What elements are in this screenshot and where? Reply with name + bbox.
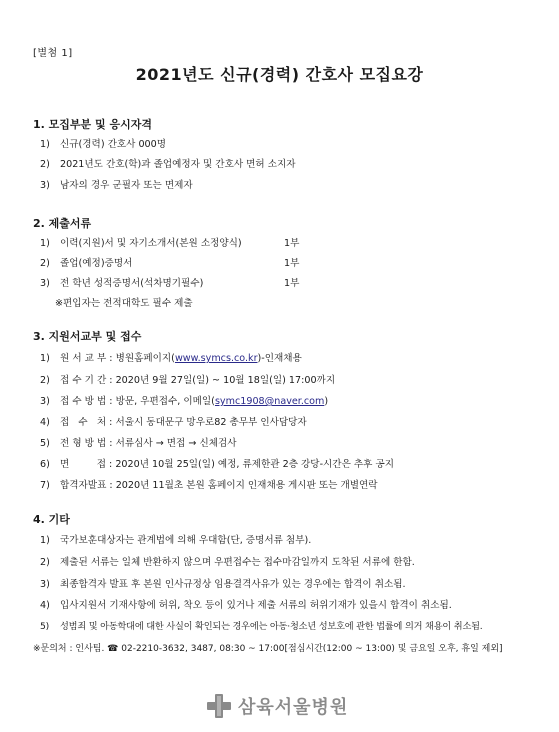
item-text: 제출된 서류는 일체 반환하지 않으며 우편접수는 접수마감일까지 도착된 서류에 한함. [60,557,415,568]
section-heading-application: 3. 지원서교부 및 접수 [33,330,142,343]
item-number: 1) [40,353,50,364]
item-label: 합격자발표 [60,480,107,491]
item-text: 성범죄 및 아동학대에 대한 사실이 확인되는 경우에는 아동·청소년 성보호에 관한 법률에 의거 채용이 취소됨. [60,621,483,632]
item-text: 2021년도 간호(학)과 졸업예정자 및 간호사 면허 소지자 [60,159,296,170]
item-text: 졸업(예정)증명서 [60,258,133,269]
item-text: 신규(경력) 간호사 000명 [60,139,167,150]
item-number: 2) [40,557,50,568]
item-number: 3) [40,579,50,590]
item-number: 3) [40,180,50,191]
item-number: 1) [40,535,50,546]
item-number: 6) [40,459,50,470]
item-number: 1) [40,139,50,150]
item-text-suffix: ) [324,396,329,407]
item-text: 국가보훈대상자는 관계법에 의해 우대함(단, 증명서류 첨부). [60,535,312,546]
item-text: 최종합격자 발표 후 본원 인사규정상 임용결격사유가 있는 경우에는 합격이 취소됨. [60,579,406,590]
list-item [40,618,483,632]
list-item: 1) 원 서 교 부 : 병원홈페이지(www.symcs.co.kr)-인재채용 [40,353,302,364]
list-item: 5) 전 형 방 법 : 서류심사 → 면접 → 신체검사 [40,438,237,449]
section-heading-eligibility: 1. 모집부분 및 응시자격 [33,118,152,131]
transfer-note: ※편입자는 전적대학도 필수 제출 [55,298,193,309]
item-number: 3) [40,396,50,407]
item-quantity: 1부 [284,278,300,289]
list-item: 3) 접 수 방 법 : 방문, 우편접수, 이메일(symc1908@naver.com) [40,396,329,407]
list-item [40,554,415,568]
item-label: 접 수 처 [60,417,107,428]
item-text-prefix: 방문, 우편접수, 이메일( [115,396,215,407]
item-text: 남자의 경우 군필자 또는 면제자 [60,180,193,191]
item-text: 전 학년 성적증명서(석차명기필수) [60,278,204,289]
list-item [40,235,300,249]
hospital-logo [206,692,348,720]
item-text: 이력(지원)서 및 자기소개서(본원 소정양식) [60,238,242,249]
item-label: 접 수 방 법 [60,396,107,407]
item-number: 5) [40,621,50,632]
list-item [40,597,452,611]
item-label: 원 서 교 부 [60,353,107,364]
item-text: 서울시 동대문구 망우로82 총무부 인사담당자 [115,417,307,428]
item-number: 2) [40,159,50,170]
item-number: 5) [40,438,50,449]
item-number: 3) [40,278,50,289]
item-number: 7) [40,480,50,491]
item-number: 1) [40,238,50,249]
list-item [40,156,296,170]
homepage-link[interactable]: www.symcs.co.kr [174,353,258,364]
list-item: 4) 접 수 처 : 서울시 동대문구 망우로82 총무부 인사담당자 [40,417,307,428]
email-link[interactable]: symc1908@naver.com [214,396,325,407]
section-heading-documents: 2. 제출서류 [33,217,92,230]
attachment-tag: [별첨 1] [33,48,73,59]
item-text-prefix: 병원홈페이지( [115,353,175,364]
cross-plus-icon [206,693,232,719]
item-number: 2) [40,375,50,386]
list-item [40,255,300,269]
list-item [40,275,300,289]
item-label: 접 수 기 간 [60,375,107,386]
list-item: 7) 합격자발표 : 2020년 11월초 본원 홈페이지 인재채용 게시판 또는 개별연락 [40,480,378,491]
item-quantity: 1부 [284,258,300,269]
contact-info: ※문의처 : 인사팀. ☎ 02-2210-3632, 3487, 08:30 ~ 17:00[점심시간(12:00 ~ 13:00) 및 금요일 오후, 휴일 제외] [33,644,503,654]
list-item: 6) 면 접 : 2020년 10월 25일(일) 예정, 류제한관 2층 강당-시간은 추후 공지 [40,459,395,470]
item-number: 4) [40,417,50,428]
hospital-name: 삼육서울병원 [238,697,349,718]
section-heading-etc: 4. 기타 [33,513,70,526]
item-text: 입사지원서 기재사항에 허위, 착오 등이 있거나 제출 서류의 허위기재가 있을시 합격이 취소됨. [60,600,452,611]
page-title: 2021년도 신규(경력) 간호사 모집요강 [135,65,424,84]
item-quantity: 1부 [284,238,300,249]
item-label: 면 접 [60,459,106,470]
item-text: 2020년 9월 27일(일) ~ 10월 18일(일) 17:00까지 [115,375,336,386]
item-text: 서류심사 → 면접 → 신체검사 [115,438,237,449]
item-number: 2) [40,258,50,269]
list-item [40,136,166,150]
list-item [40,177,193,191]
list-item [40,576,406,590]
item-text: 2020년 11월초 본원 홈페이지 인재채용 게시판 또는 개별연락 [115,480,378,491]
item-text-suffix: )-인재채용 [257,353,302,364]
list-item [40,532,311,546]
item-number: 4) [40,600,50,611]
item-label: 전 형 방 법 [60,438,107,449]
item-text: 2020년 10월 25일(일) 예정, 류제한관 2층 강당-시간은 추후 공지 [115,459,395,470]
list-item: 2) 접 수 기 간 : 2020년 9월 27일(일) ~ 10월 18일(일) 17:00까지 [40,375,336,386]
